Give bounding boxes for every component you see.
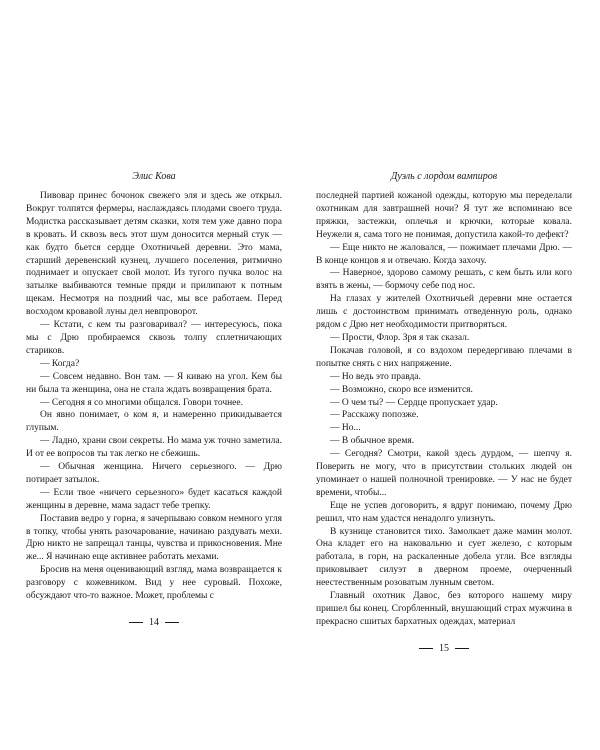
paragraph: — Сегодня я со многими общался. Говори точнее. — [40, 397, 243, 408]
page-number-right — [316, 643, 572, 654]
left-page — [26, 170, 282, 628]
paragraph: — Прости, Флор. Зря я так сказал. — [330, 332, 470, 343]
paragraph: Главный охотник Давос, без которого нашему миру пришел бы конец. Сгорбленный, внушающий страх мужчина в прекрасно сшитых бархатных одеждах, материал — [316, 591, 572, 627]
paragraph: — В обычное время. — [330, 436, 415, 447]
right-page — [316, 170, 572, 654]
paragraph: — Расскажу попозже. — [330, 410, 419, 421]
paragraph: — Когда? — [40, 358, 80, 369]
paragraph: — Наверное, здорово самому решать, с кем быть или кого взять в жены, — бормочу себе под нос. — [316, 268, 572, 292]
page-number: 15 — [439, 642, 449, 654]
folio-dash — [455, 648, 469, 649]
folio-dash — [165, 622, 179, 623]
paragraph: — Если твое «ничего серьезного» будет касаться каждой женщины в деревне, мама задаст тебе трепку. — [26, 487, 282, 511]
paragraph: — Сегодня? Смотри, какой здесь дурдом, — шепчу я. Поверить не могу, что в присутствии стольких людей он упоминает о нашей полночной тренировке. — У нас не будет времени, чтобы... — [316, 449, 572, 498]
paragraph: Пивовар принес бочонок свежего эля и здесь же открыл. Вокруг толпятся фермеры, наслаждаясь плодами своего труда. Модистка рассказывает детям сказки, хотя тем уже давно пора в кровать. И сквозь весь этот шум доносится мерный стук — как будто бьется сердце Охотничьей деревни. Это мама, старший деревенский кузнец, лучшего поселения, ритмично поднимает и опускает свой молот. Из тугого пучка волос на затылке выбиваются темные пряди и прилипают к потным щекам. Несмотря на поздний час, мы все работаем. Перед восходом кровавой луны дел невпроворот. — [26, 191, 282, 318]
paragraph: — Обычная женщина. Ничего серьезного. — Дрю потирает затылок. — [26, 462, 282, 485]
paragraph: В кузнице становится тихо. Замолкает даже мамин молот. Она кладет его на наковальню и сует железо, с которым работала, в горн, на раскаленные добела угли. Все взгляды приковывает силуэт в дверном проеме, очерченный неестественным розоватым лунным светом. — [316, 526, 572, 589]
paragraph: На глазах у жителей Охотничьей деревни мне остается лишь с достоинством принимать отведенную роль, однако рядом с Дрю нет необходимости притворяться. — [316, 294, 572, 331]
running-head-author: Элис Кова — [132, 171, 176, 182]
paragraph: — Кстати, с кем ты разговаривал? — интересуюсь, пока мы с Дрю пробираемся сквозь толпу сплетничающих стариков. — [26, 320, 282, 356]
paragraph: Еще не успев договорить, я вдруг понимаю, почему Дрю решил, что нам удастся ненадолго улизнуть. — [316, 500, 572, 524]
folio-dash — [129, 622, 143, 623]
paragraph: — О чем ты? — Сердце пропускает удар. — [330, 397, 498, 408]
page-number-left — [26, 617, 282, 628]
right-body-text — [316, 190, 572, 629]
page-number: 14 — [149, 617, 159, 628]
running-head-title: Дуэль с лордом вампиров — [390, 171, 498, 182]
paragraph: Бросив на меня оценивающий взгляд, мама возвращается к разговору с кожевником. Вид у нее суровый. Похоже, обсуждают что-то важное. Может, проблемы с — [26, 565, 282, 602]
left-body-text — [26, 190, 282, 603]
paragraph: — Но ведь это правда. — [330, 371, 421, 382]
paragraph: Поставив ведро у горна, я зачерпываю совком немного угля в топку, чтобы унять разочарование, начинаю раздувать мехи. Дрю никто не запрещал танцы, чувства и прикосновения. Мне же... Я начинаю еще активнее работать мехами. — [26, 513, 282, 563]
paragraph: — Еще никто не жаловался, — пожимает плечами Дрю. — В конце концов я и отвечаю. Когда захочу. — [316, 242, 572, 266]
paragraph: — Возможно, скоро все изменится. — [330, 384, 473, 395]
paragraph: — Ладно, храни свои секреты. Но мама уж точно заметила. И от ее вопросов ты так легко не сбежишь. — [26, 436, 282, 460]
folio-dash — [419, 648, 433, 649]
paragraph: — Совсем недавно. Вон там. — Я киваю на угол. Кем бы ни была та женщина, она не стала ждать возвращения брата. — [26, 371, 282, 395]
paragraph: последней партией кожаной одежды, которую мы переделали охотникам для завтрашней ночи? Я тут же вспоминаю все пряжки, застежки, оплечья и крючки, которые ковала. Неужели я, сама того не понимая, допустила какой-то дефект? — [316, 191, 572, 240]
paragraph: Покачав головой, я со вздохом передергиваю плечами в попытке снять с них напряжение. — [316, 345, 572, 369]
paragraph: Он явно понимает, о ком я, и намеренно прикидывается глупым. — [26, 410, 282, 434]
paragraph: — Но... — [330, 423, 361, 434]
